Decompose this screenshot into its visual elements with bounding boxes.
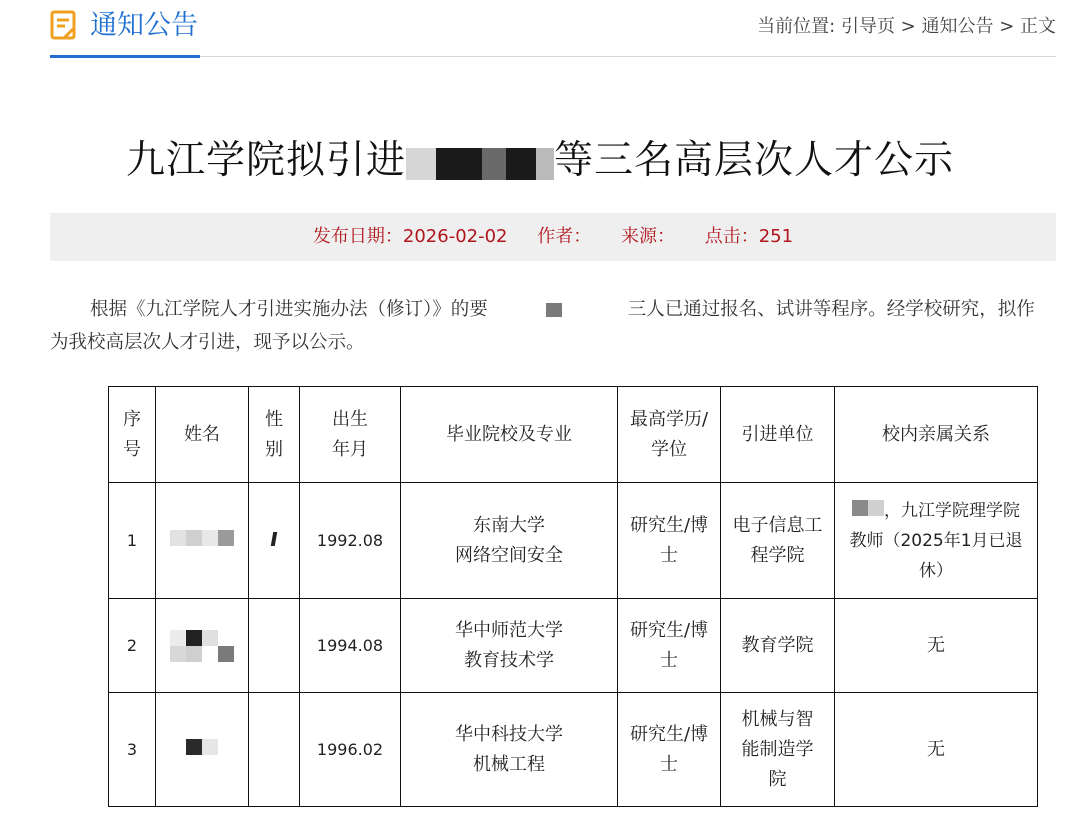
cell-degree: 研究生/博士: [618, 599, 721, 693]
table-header-row: [109, 387, 1038, 483]
cell-sex-redacted: [249, 483, 300, 599]
cell-sex-redacted: [249, 599, 300, 693]
relation-name-mosaic: [852, 496, 884, 526]
cell-seq: 2: [109, 599, 156, 693]
cell-seq: 1: [109, 483, 156, 599]
cell-name-redacted: [156, 693, 249, 807]
cell-birth: 1994.08: [300, 599, 401, 693]
school-name: 华中科技大学: [455, 723, 563, 745]
notice-icon: [50, 10, 76, 40]
header-seq: 序号: [109, 387, 156, 483]
talent-table: [108, 386, 1038, 807]
breadcrumb[interactable]: 当前位置: 引导页 > 通知公告 > 正文: [757, 16, 1056, 37]
cell-degree: 研究生/博士: [618, 693, 721, 807]
cell-relation: 无: [835, 693, 1038, 807]
redacted-name-mosaic: [406, 136, 554, 190]
table-row: [109, 483, 1038, 599]
article-title-end: 等三名高层次人才公示: [554, 138, 955, 183]
cell-unit: 机械与智能制造学院: [721, 693, 835, 807]
cell-unit: 教育学院: [721, 599, 835, 693]
cell-relation: 无: [835, 599, 1038, 693]
paragraph-part-2: 三人已通过报名、试讲等程序。经学校研究，拟作为我校高层次人才引进，现予以公示。: [50, 299, 1035, 353]
author: 作者：: [537, 226, 592, 247]
article-title: [0, 134, 1080, 190]
publish-date: 发布日期：2026-02-02: [312, 226, 508, 247]
cell-school: [401, 693, 618, 807]
section-title-underline: [50, 55, 200, 58]
article-title-start: 九江学院拟引进: [125, 138, 406, 183]
cell-birth: 1992.08: [300, 483, 401, 599]
major-name: 教育技术学: [464, 649, 554, 671]
header-unit: 引进单位: [721, 387, 835, 483]
page-header: [50, 0, 1056, 57]
cell-unit: 电子信息工程学院: [721, 483, 835, 599]
header-name: 姓名: [156, 387, 249, 483]
section-title[interactable]: 通知公告: [90, 10, 198, 41]
article-meta-bar: [50, 213, 1056, 261]
cell-degree: 研究生/博士: [618, 483, 721, 599]
major-name: 机械工程: [473, 753, 545, 775]
name-mosaic: [186, 735, 218, 765]
header-sex: 性别: [249, 387, 300, 483]
name-mosaic: [170, 526, 234, 556]
cell-school: [401, 483, 618, 599]
cell-seq: 3: [109, 693, 156, 807]
header-school: 毕业院校及专业: [401, 387, 618, 483]
school-name: 东南大学: [473, 514, 545, 536]
school-name: 华中师范大学: [455, 619, 563, 641]
cell-birth: 1996.02: [300, 693, 401, 807]
major-name: 网络空间安全: [455, 544, 563, 566]
redacted-text-mosaic: [488, 301, 628, 319]
relation-text: ，九江学院理学院教师（2025年1月已退休）: [849, 500, 1023, 581]
header-degree: 最高学历/学位: [618, 387, 721, 483]
name-mosaic: [170, 630, 234, 662]
click-count: 点击：251: [704, 226, 794, 247]
header-birth: 出生年月: [300, 387, 401, 483]
table-row: [109, 599, 1038, 693]
cell-name-redacted: [156, 599, 249, 693]
cell-school: [401, 599, 618, 693]
article-paragraph: [50, 293, 1050, 359]
header-relation: 校内亲属关系: [835, 387, 1038, 483]
cell-name-redacted: [156, 483, 249, 599]
cell-sex-redacted: [249, 693, 300, 807]
cell-relation: [835, 483, 1038, 599]
table-row: [109, 693, 1038, 807]
paragraph-part-1: 根据《九江学院人才引进实施办法（修订）》的要: [90, 299, 488, 320]
source: 来源：: [620, 226, 675, 247]
